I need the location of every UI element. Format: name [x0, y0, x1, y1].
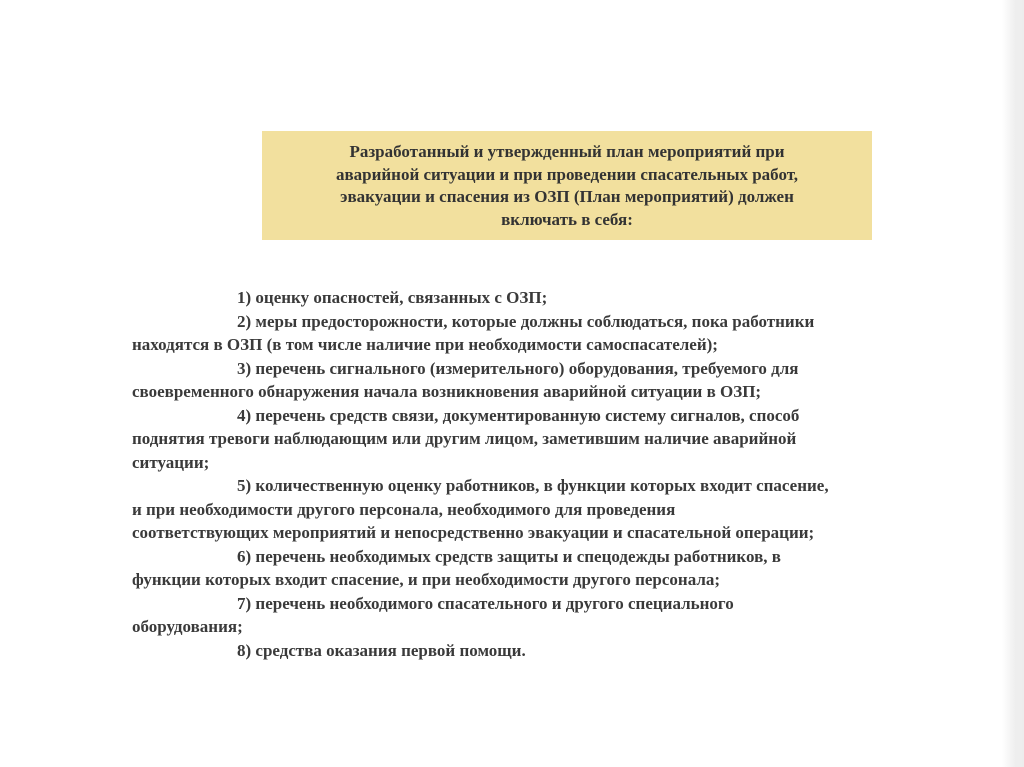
body-line: поднятия тревоги наблюдающим или другим лицом, заметившим наличие аварийной [132, 429, 797, 448]
title-line: включать в себя: [501, 209, 633, 229]
body-line: 3) перечень сигнального (измерительного) оборудования, требуемого для [237, 358, 799, 378]
title-line: Разработанный и утвержденный план мероприятий при [349, 142, 785, 161]
body-line: своевременного обнаружения начала возникновения аварийной ситуации в ОЗП; [132, 382, 762, 401]
body-line: 1) оценку опасностей, связанных с ОЗП; [237, 288, 548, 307]
title-box [262, 131, 872, 240]
body-text [132, 286, 952, 662]
body-line: 2) меры предосторожности, которые должны соблюдаться, пока работники [237, 311, 815, 331]
body-line: 4) перечень средств связи, документированную систему сигналов, способ [237, 405, 800, 425]
title-line: эвакуации и спасения из ОЗП (План мероприятий) должен [340, 187, 794, 206]
body-line: оборудования; [132, 617, 243, 636]
body-line: ситуации; [132, 452, 210, 472]
body-line: соответствующих мероприятий и непосредственно эвакуации и спасательной операции; [132, 523, 815, 542]
title-line: аварийной ситуации и при проведении спасательных работ, [335, 164, 799, 184]
body-line: находятся в ОЗП (в том числе наличие при необходимости самоспасателей); [132, 335, 718, 354]
body-line: 5) количественную оценку работников, в функции которых входит спасение, [237, 476, 829, 495]
body-line: 8) средства оказания первой помощи. [237, 640, 526, 660]
body-line: 6) перечень необходимых средств защиты и спецодежды работников, в [237, 546, 781, 566]
body-line: и при необходимости другого персонала, необходимого для проведения [132, 499, 676, 519]
body-line: 7) перечень необходимого спасательного и другого специального [237, 593, 734, 613]
body-line: функции которых входит спасение, и при необходимости другого персонала; [132, 570, 721, 589]
page-edge-shadow [1002, 0, 1024, 767]
